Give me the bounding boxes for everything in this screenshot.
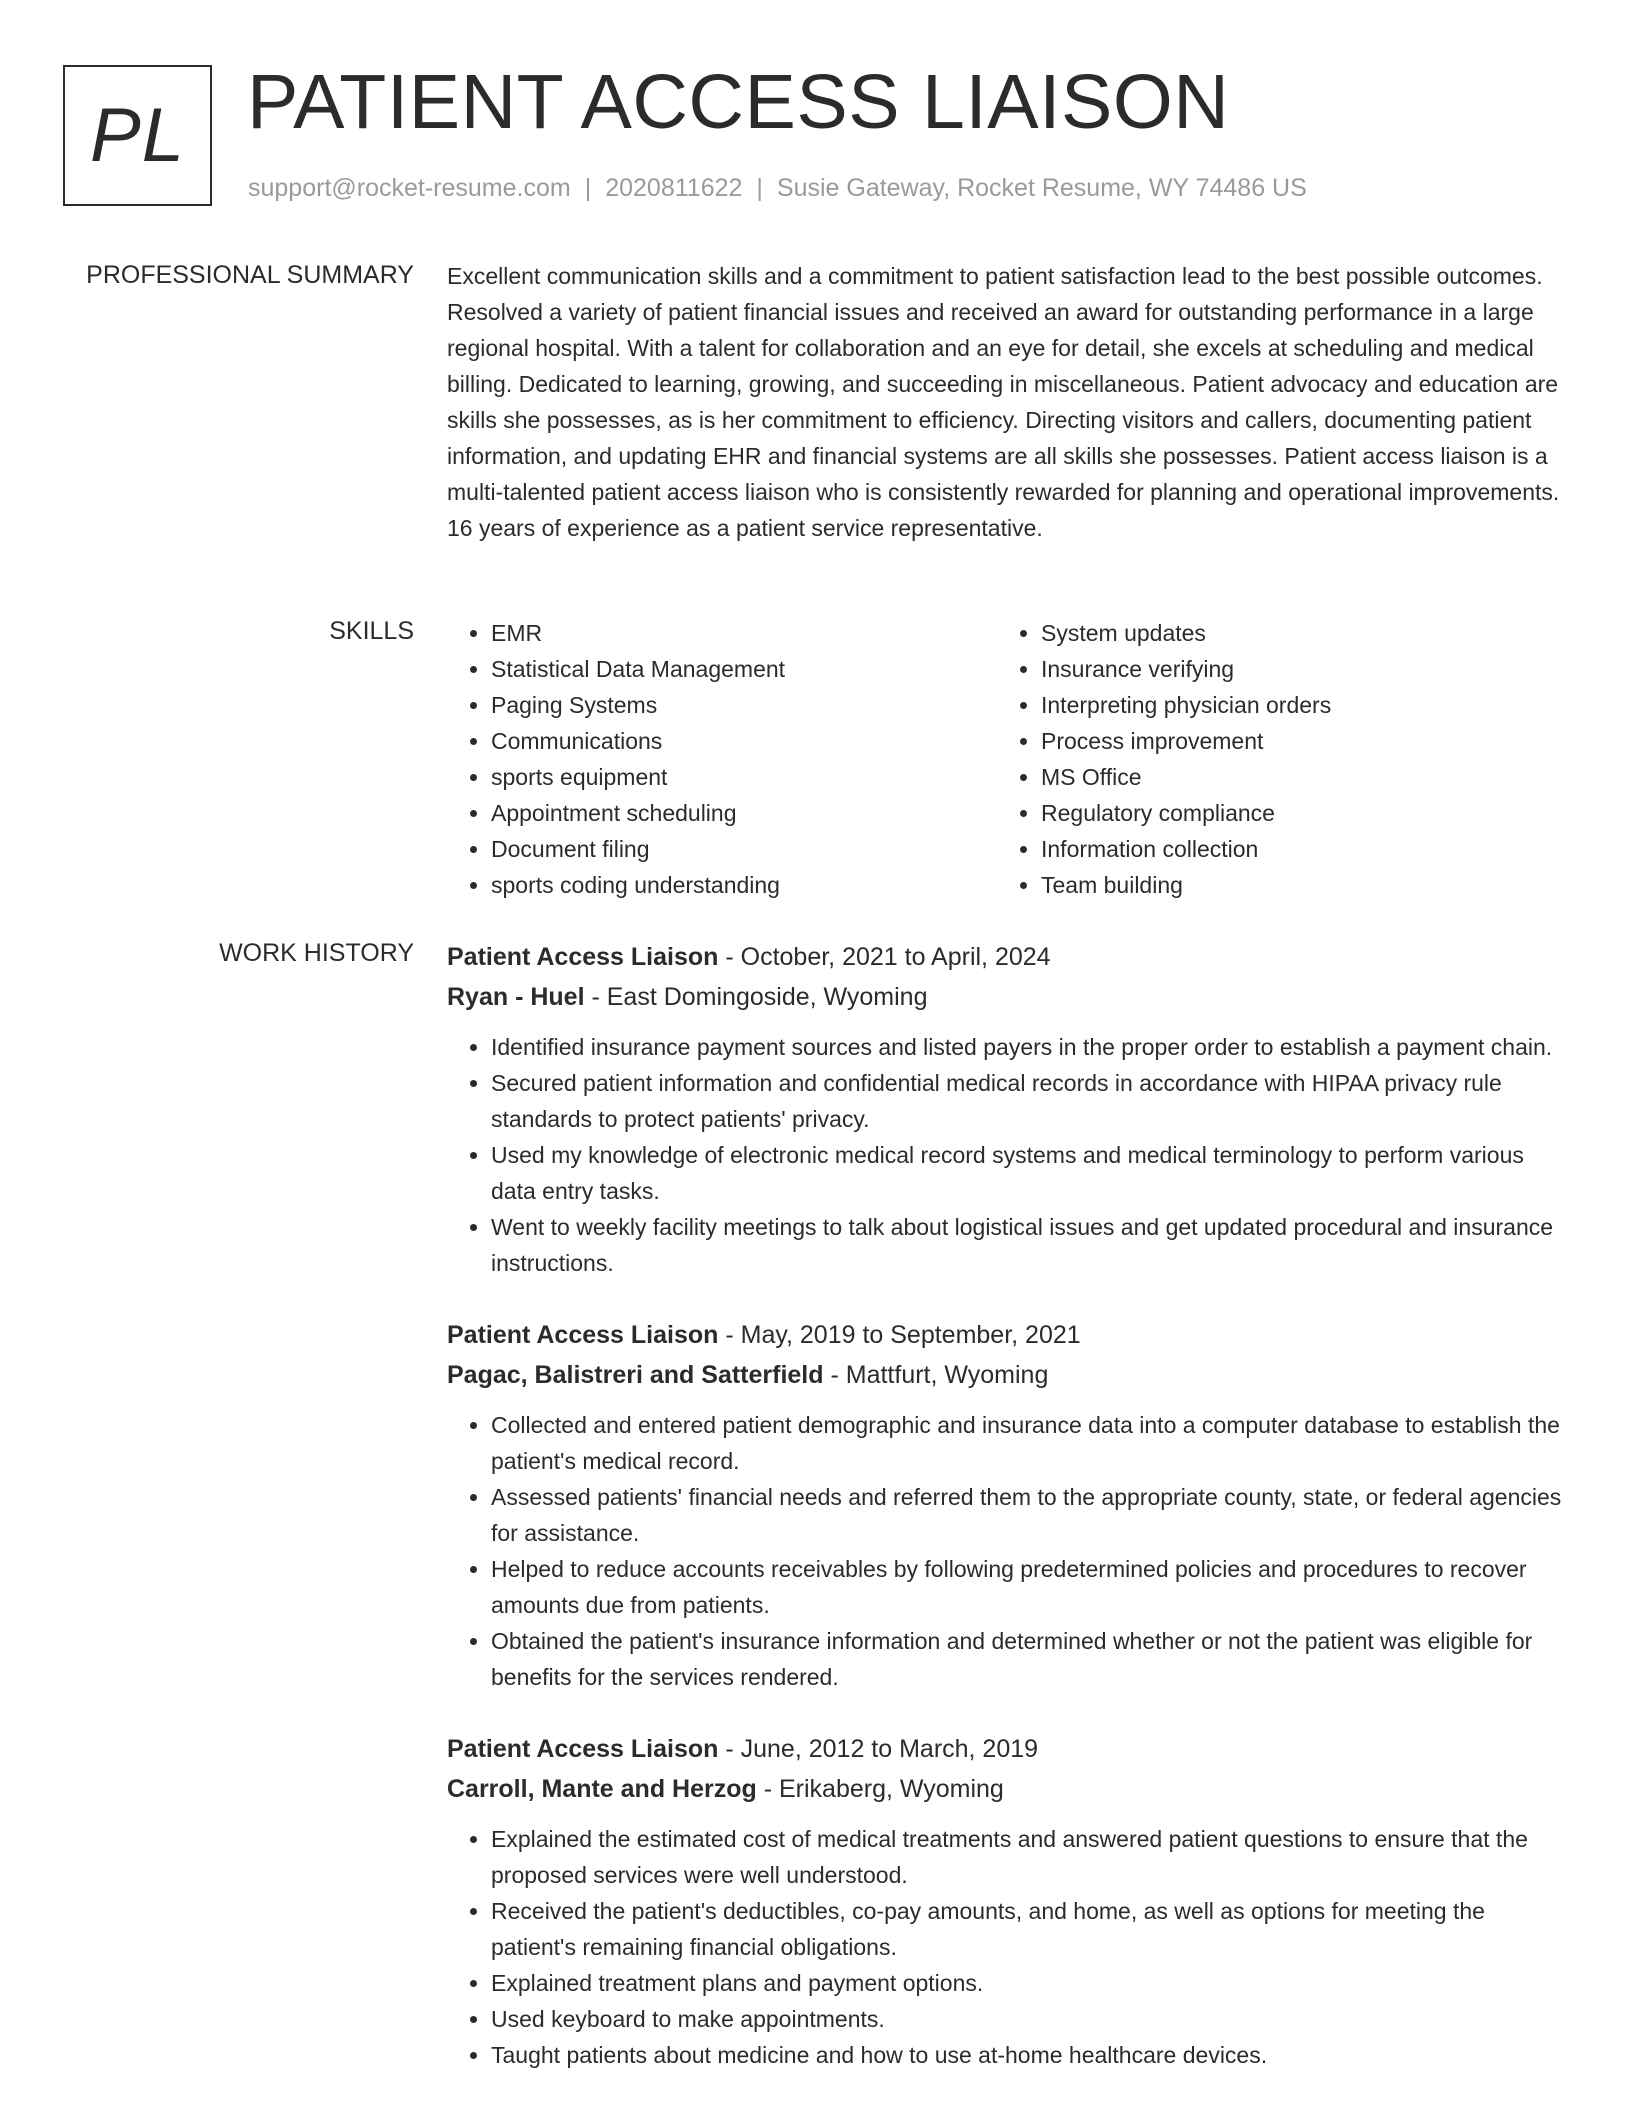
job-title-line: Patient Access Liaison - May, 2019 to September, 2021 [447,1321,1081,1349]
skills-body [447,615,1567,903]
skill-item: • sports coding understanding [491,867,997,903]
contact-separator: | [584,174,592,202]
skills-list-left [447,615,997,903]
skills-list-right [997,615,1547,903]
skill-item: • Insurance verifying [1041,651,1547,687]
work-body [447,937,1567,2107]
skill-item: • sports equipment [491,759,997,795]
contact-address: Susie Gateway, Rocket Resume, WY 74486 US [776,174,1307,202]
summary-text: Excellent communication skills and a commitment to patient satisfaction lead to the best possible outcomes. Resolved a variety of patient financial issues and received an award for outstanding performance in a large regional hospital. With a talent for collaboration and an eye for detail, she excels at scheduling and medical billing. Dedicated to learning, growing, and succeeding in miscellaneous. Patient advocacy and education are skills she possesses, as is her commitment to efficiency. Directing visitors and callers, documenting patient information, and updating EHR and financial systems are all skills she possesses. Patient access liaison is a multi-talented patient access liaison who is consistently rewarded for planning and operational improvements. 16 years of experience as a patient service representative. [447,263,1560,541]
job-entry [447,1729,1567,2073]
job-role: Patient Access Liaison [447,1735,719,1763]
job-bullet: • Used keyboard to make appointments. [491,2001,1567,2037]
contact-email: support@rocket-resume.com [248,174,571,202]
skill-item: • Appointment scheduling [491,795,997,831]
skill-item: • MS Office [1041,759,1547,795]
job-company: Pagac, Balistreri and Satterfield [447,1361,824,1389]
job-bullet: • Taught patients about medicine and how to use at-home healthcare devices. [491,2037,1567,2073]
job-company-line: Ryan - Huel - East Domingoside, Wyoming [447,983,928,1011]
job-bullet: • Explained the estimated cost of medical treatments and answered patient questions to ensure that the proposed services were well understood. [491,1821,1567,1893]
job-bullet: • Received the patient's deductibles, co-pay amounts, and home, as well as options for meeting the patient's remaining financial obligations. [491,1893,1567,1965]
skills-heading: SKILLS [329,617,414,645]
skill-item: • Team building [1041,867,1547,903]
contact-line [248,174,1307,203]
job-role: Patient Access Liaison [447,1321,719,1349]
job-bullet: • Obtained the patient's insurance information and determined whether or not the patient was eligible for benefits for the services rendered. [491,1623,1567,1695]
job-dates: June, 2012 to March, 2019 [740,1735,1039,1763]
job-bullet: • Went to weekly facility meetings to talk about logistical issues and get updated procedural and insurance instructions. [491,1209,1567,1281]
job-bullets [447,1029,1567,1281]
job-location: East Domingoside, Wyoming [606,983,928,1011]
job-company: Ryan - Huel [447,983,585,1011]
job-title-line: Patient Access Liaison - June, 2012 to March, 2019 [447,1735,1039,1763]
job-dates: October, 2021 to April, 2024 [740,943,1051,971]
summary-body [447,258,1567,546]
skill-item: • EMR [491,615,997,651]
job-company-line: Carroll, Mante and Herzog - Erikaberg, Wyoming [447,1775,1004,1803]
work-heading: WORK HISTORY [219,939,414,967]
job-location: Mattfurt, Wyoming [845,1361,1049,1389]
skill-item: • Document filing [491,831,997,867]
job-bullets [447,1407,1567,1695]
job-bullet: • Helped to reduce accounts receivables by following predetermined policies and procedures to recover amounts due from patients. [491,1551,1567,1623]
job-bullet: • Used my knowledge of electronic medical record systems and medical terminology to perform various data entry tasks. [491,1137,1567,1209]
monogram-initials: PL [90,93,185,178]
skill-item: • Interpreting physician orders [1041,687,1547,723]
monogram-box [63,65,212,206]
job-title-line: Patient Access Liaison - October, 2021 to April, 2024 [447,943,1051,971]
job-role: Patient Access Liaison [447,943,719,971]
job-dates: May, 2019 to September, 2021 [740,1321,1081,1349]
skill-item: • Process improvement [1041,723,1547,759]
skill-item: • Regulatory compliance [1041,795,1547,831]
job-bullet: • Assessed patients' financial needs and referred them to the appropriate county, state, or federal agencies for assistance. [491,1479,1567,1551]
job-bullet: • Explained treatment plans and payment options. [491,1965,1567,2001]
job-bullet: • Secured patient information and confidential medical records in accordance with HIPAA privacy rule standards to protect patients' privacy. [491,1065,1567,1137]
job-location: Erikaberg, Wyoming [778,1775,1004,1803]
contact-separator: | [756,174,763,202]
resume-name: PATIENT ACCESS LIAISON [247,59,1230,145]
skill-item: • Paging Systems [491,687,997,723]
contact-phone: 2020811622 [605,174,743,202]
skill-item: • Communications [491,723,997,759]
skill-item: • Statistical Data Management [491,651,997,687]
job-bullet: • Collected and entered patient demographic and insurance data into a computer database to establish the patient's medical record. [491,1407,1567,1479]
job-entry [447,1315,1567,1695]
skill-item: • Information collection [1041,831,1547,867]
job-company-line: Pagac, Balistreri and Satterfield - Mattfurt, Wyoming [447,1361,1049,1389]
skill-item: • System updates [1041,615,1547,651]
job-bullet: • Identified insurance payment sources and listed payers in the proper order to establish a payment chain. [491,1029,1567,1065]
job-bullets [447,1821,1567,2073]
job-entry [447,937,1567,1281]
summary-heading: PROFESSIONAL SUMMARY [86,261,414,289]
job-company: Carroll, Mante and Herzog [447,1775,757,1803]
